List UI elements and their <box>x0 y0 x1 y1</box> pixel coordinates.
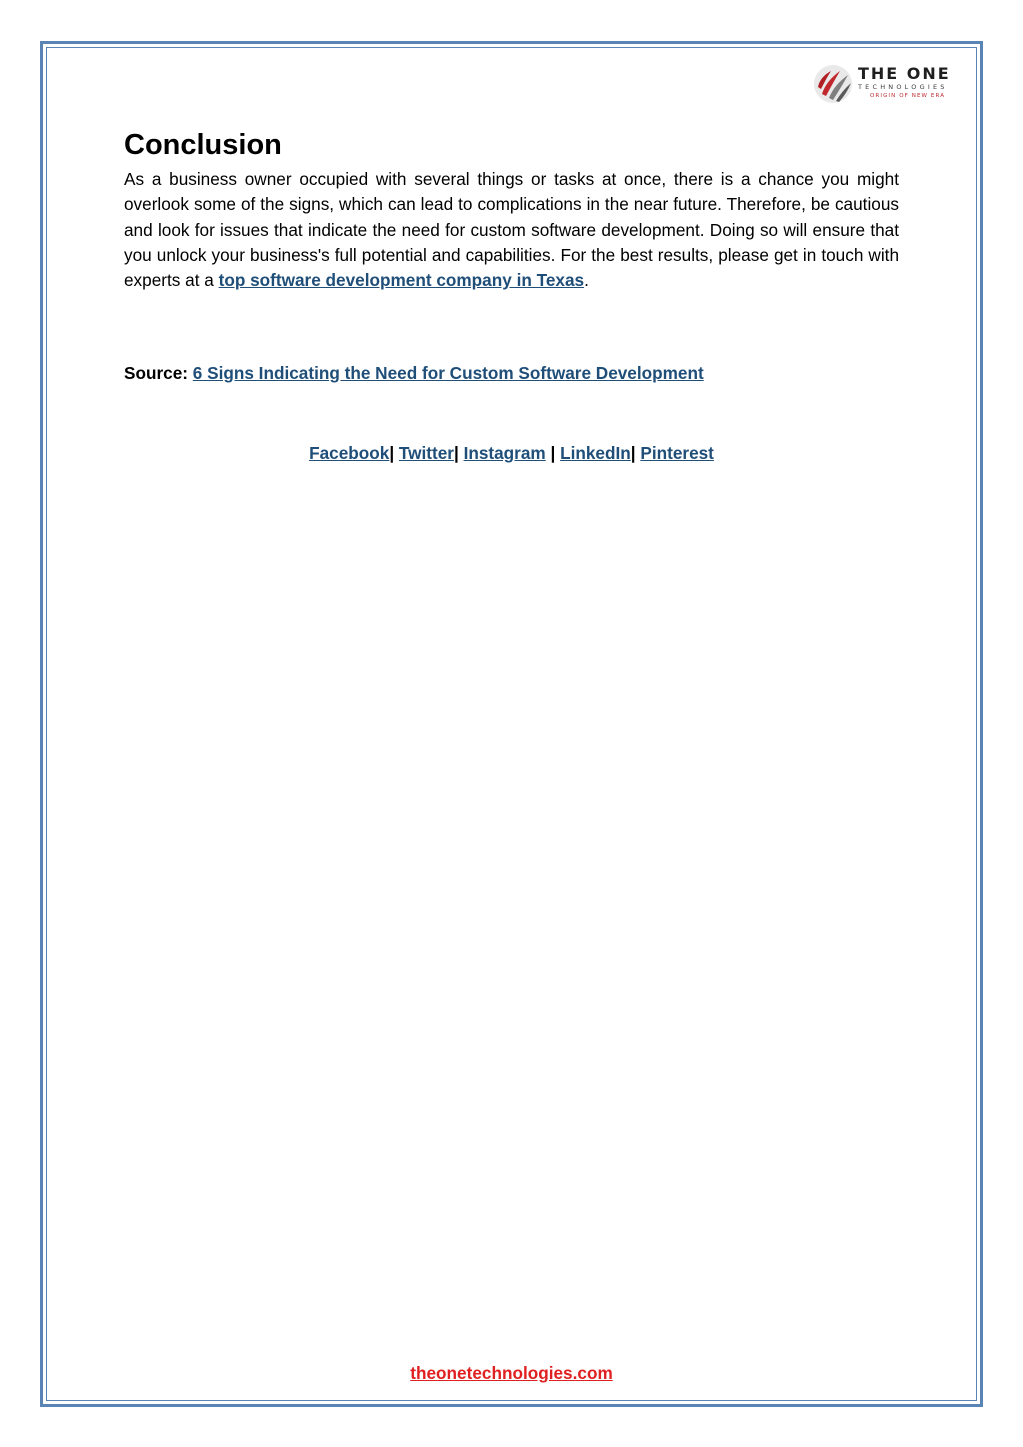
conclusion-paragraph <box>124 167 899 293</box>
instagram-link[interactable]: Instagram <box>463 443 546 463</box>
source-line <box>124 361 704 386</box>
social-separator: | <box>550 443 556 463</box>
footer-website-link[interactable]: theonetechnologies.com <box>410 1363 613 1383</box>
social-separator: | <box>453 443 459 463</box>
footer <box>124 1361 899 1386</box>
social-separator: | <box>389 443 395 463</box>
twitter-link[interactable]: Twitter <box>398 443 454 463</box>
company-logo <box>812 63 962 105</box>
social-links <box>124 441 899 466</box>
logo-name: THE ONE <box>858 64 951 83</box>
conclusion-text: As a business owner occupied with several things or tasks at once, there is a chance you might overlook some of the signs, which can lead to complications in the near future. Therefore, be cautious and look for issues that indicate the need for custom software development. Doing so will ensure that you unlock your business's full potential and capabilities. For the best results, please get in touch with experts at a <box>124 169 899 291</box>
source-label: Source: <box>124 363 188 383</box>
social-separator: | <box>630 443 636 463</box>
logo-swoosh-icon <box>812 63 856 105</box>
conclusion-heading: Conclusion <box>124 129 282 161</box>
logo-subtitle: TECHNOLOGIES <box>858 83 948 91</box>
facebook-link[interactable]: Facebook <box>309 443 390 463</box>
logo-tagline: ORIGIN OF NEW ERA <box>870 93 946 99</box>
source-article-link[interactable]: 6 Signs Indicating the Need for Custom Software Development <box>192 363 704 383</box>
texas-company-link[interactable]: top software development company in Texas <box>218 270 585 291</box>
pinterest-link[interactable]: Pinterest <box>640 443 714 463</box>
linkedin-link[interactable]: LinkedIn <box>560 443 631 463</box>
conclusion-text-end: . <box>584 270 589 291</box>
